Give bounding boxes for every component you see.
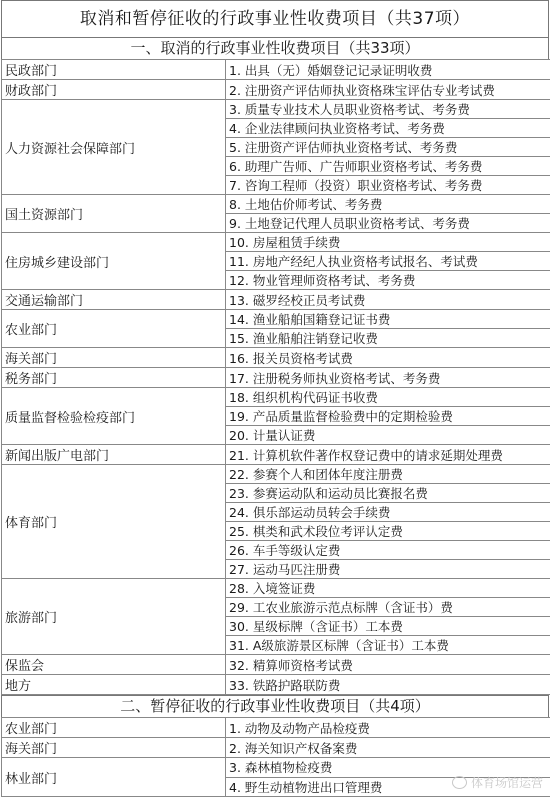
department-cell: 地方	[2, 675, 226, 695]
fee-item-cell: 20. 计量认证费	[226, 426, 550, 445]
fee-item-cell: 1. 出具（无）婚姻登记记录证明收费	[226, 60, 550, 80]
department-cell: 新闻出版广电部门	[2, 445, 226, 465]
fee-item-cell: 17. 注册税务师执业资格考试、考务费	[226, 368, 550, 388]
wechat-icon	[452, 776, 467, 789]
fee-item-cell: 7. 咨询工程师（投资）职业资格考试、考务费	[226, 176, 550, 195]
table-row	[2, 80, 550, 100]
fee-item-cell: 4. 企业法律顾问执业资格考试、考务费	[226, 119, 550, 138]
table-row	[2, 675, 550, 695]
section-1-heading: 一、取消的行政事业性收费项目（共33项）	[1, 37, 549, 59]
table-row	[2, 290, 550, 310]
department-cell: 农业部门	[2, 310, 226, 348]
fee-item-cell: 29. 工农业旅游示范点标牌（含证书）费	[226, 598, 550, 617]
fee-item-cell: 16. 报关员资格考试费	[226, 348, 550, 368]
department-cell: 民政部门	[2, 60, 226, 80]
fee-item-cell: 33. 铁路护路联防费	[226, 675, 550, 695]
department-cell: 林业部门	[2, 758, 226, 797]
fee-item-cell: 4. 野生动植物进出口管理费	[226, 777, 550, 797]
fee-item-cell: 30. 星级标牌（含证书）工本费	[226, 617, 550, 636]
department-cell: 旅游部门	[2, 579, 226, 655]
table-row	[2, 100, 550, 119]
department-cell: 住房城乡建设部门	[2, 233, 226, 290]
fee-item-cell: 9. 土地登记代理人员职业资格考试、考务费	[226, 214, 550, 233]
fee-item-cell: 13. 磁罗经校正员考试费	[226, 290, 550, 310]
department-cell: 财政部门	[2, 80, 226, 100]
fee-item-cell: 25. 棋类和武术段位考评认定费	[226, 522, 550, 541]
section-2-heading: 二、暂停征收的行政事业性收费项目（共4项）	[1, 695, 549, 717]
fee-item-cell: 23. 参赛运动队和运动员比赛报名费	[226, 484, 550, 503]
department-cell: 交通运输部门	[2, 290, 226, 310]
watermark	[452, 774, 543, 791]
fee-item-cell: 11. 房地产经纪人执业资格考试报名、考试费	[226, 252, 550, 271]
department-cell: 质量监督检验检疫部门	[2, 388, 226, 445]
fee-item-cell: 5. 注册资产评估师执业资格考试、考务费	[226, 138, 550, 157]
fee-item-cell: 3. 森林植物检疫费	[226, 758, 550, 778]
department-cell: 体育部门	[2, 465, 226, 579]
fee-item-cell: 27. 运动马匹注册费	[226, 560, 550, 579]
fee-item-cell: 10. 房屋租赁手续费	[226, 233, 550, 252]
fee-item-cell: 14. 渔业船舶国籍登记证书费	[226, 310, 550, 329]
table-row	[2, 465, 550, 484]
fee-item-cell: 19. 产品质量监督检验费中的定期检验费	[226, 407, 550, 426]
department-cell: 国土资源部门	[2, 195, 226, 233]
fee-table-sheet	[1, 0, 549, 797]
fee-item-cell: 22. 参赛个人和团体年度注册费	[226, 465, 550, 484]
table-row	[2, 579, 550, 598]
watermark-text: 体育场馆运营	[471, 774, 543, 791]
fee-item-cell: 26. 车手等级认定费	[226, 541, 550, 560]
table-row	[2, 60, 550, 80]
department-cell: 人力资源社会保障部门	[2, 100, 226, 195]
department-cell: 海关部门	[2, 348, 226, 368]
section-1-table	[1, 59, 550, 695]
table-row	[2, 368, 550, 388]
fee-item-cell: 8. 土地估价师考试、考务费	[226, 195, 550, 214]
fee-item-cell: 18. 组织机构代码证书收费	[226, 388, 550, 407]
table-row	[2, 388, 550, 407]
fee-item-cell: 12. 物业管理师资格考试、考务费	[226, 271, 550, 290]
table-title: 取消和暂停征收的行政事业性收费项目（共37项）	[1, 0, 549, 37]
fee-item-cell: 31. A级旅游景区标牌（含证书）工本费	[226, 636, 550, 655]
table-row	[2, 445, 550, 465]
fee-item-cell: 15. 渔业船舶注销登记收费	[226, 329, 550, 348]
fee-item-cell: 21. 计算机软件著作权登记费中的请求延期处理费	[226, 445, 550, 465]
fee-item-cell: 28. 入境签证费	[226, 579, 550, 598]
table-row	[2, 195, 550, 214]
department-cell: 农业部门	[2, 718, 226, 738]
fee-item-cell: 1. 动物及动物产品检疫费	[226, 718, 550, 738]
fee-item-cell: 2. 海关知识产权备案费	[226, 738, 550, 758]
table-row	[2, 310, 550, 329]
fee-item-cell: 3. 质量专业技术人员职业资格考试、考务费	[226, 100, 550, 119]
table-row	[2, 655, 550, 675]
department-cell: 海关部门	[2, 738, 226, 758]
fee-item-cell: 6. 助理广告师、广告师职业资格考试、考务费	[226, 157, 550, 176]
department-cell: 保监会	[2, 655, 226, 675]
fee-item-cell: 2. 注册资产评估师执业资格珠宝评估专业考试费	[226, 80, 550, 100]
table-row	[2, 348, 550, 368]
fee-item-cell: 32. 精算师资格考试费	[226, 655, 550, 675]
table-row	[2, 233, 550, 252]
fee-item-cell: 24. 俱乐部运动员转会手续费	[226, 503, 550, 522]
department-cell: 税务部门	[2, 368, 226, 388]
table-row	[2, 718, 550, 738]
table-row	[2, 738, 550, 758]
